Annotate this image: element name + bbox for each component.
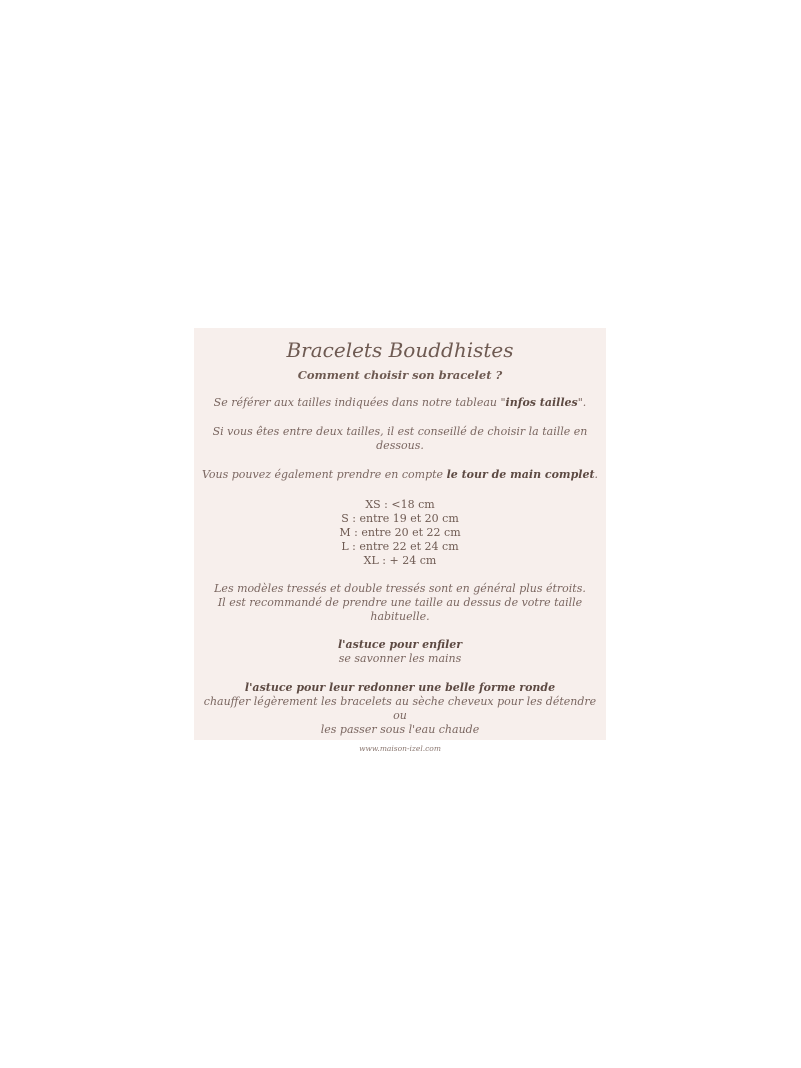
tip2-line2: ou [393, 709, 407, 722]
size-list [194, 498, 606, 568]
tip-reshape [194, 681, 606, 737]
card-title: Bracelets Bouddhistes [286, 338, 514, 362]
tip2-title: l'astuce pour leur redonner une belle forme ronde [244, 681, 556, 694]
size-item-l: L : entre 22 et 24 cm [341, 540, 459, 553]
tip1-title: l'astuce pour enfiler [337, 638, 463, 651]
braided-note-line2: Il est recommandé de prendre une taille au dessus de votre taille habituelle. [217, 596, 583, 623]
tip-put-on [194, 638, 606, 666]
card-subtitle: Comment choisir son bracelet ? [297, 368, 503, 382]
between-sizes-advice: Si vous êtes entre deux tailles, il est conseillé de choisir la taille en dessous. [212, 425, 588, 452]
braided-models-note [194, 582, 606, 624]
tip2-line3: les passer sous l'eau chaude [320, 723, 480, 736]
hand-measure-label: le tour de main complet [446, 468, 595, 481]
info-card [194, 328, 606, 753]
para1-after: ". [577, 396, 587, 409]
size-item-xl: XL : + 24 cm [363, 554, 437, 567]
size-info-label: infos tailles [505, 396, 578, 409]
hand-measure-advice [194, 468, 606, 482]
para1-before: Se référer aux tailles indiquées dans notre tableau " [213, 396, 506, 409]
tip2-line1: chauffer légèrement les bracelets au sèche cheveux pour les détendre [203, 695, 597, 708]
size-item-m: M : entre 20 et 22 cm [339, 526, 461, 539]
size-item-xs: XS : <18 cm [365, 498, 435, 511]
braided-note-line1: Les modèles tressés et double tressés sont en général plus étroits. [214, 582, 586, 595]
para3-before: Vous pouvez également prendre en compte [201, 468, 447, 481]
website-url: www.maison-izel.com [359, 744, 441, 753]
tip1-text: se savonner les mains [338, 652, 462, 665]
para3-after: . [594, 468, 599, 481]
size-table-reference [194, 396, 606, 410]
size-item-s: S : entre 19 et 20 cm [341, 512, 459, 525]
